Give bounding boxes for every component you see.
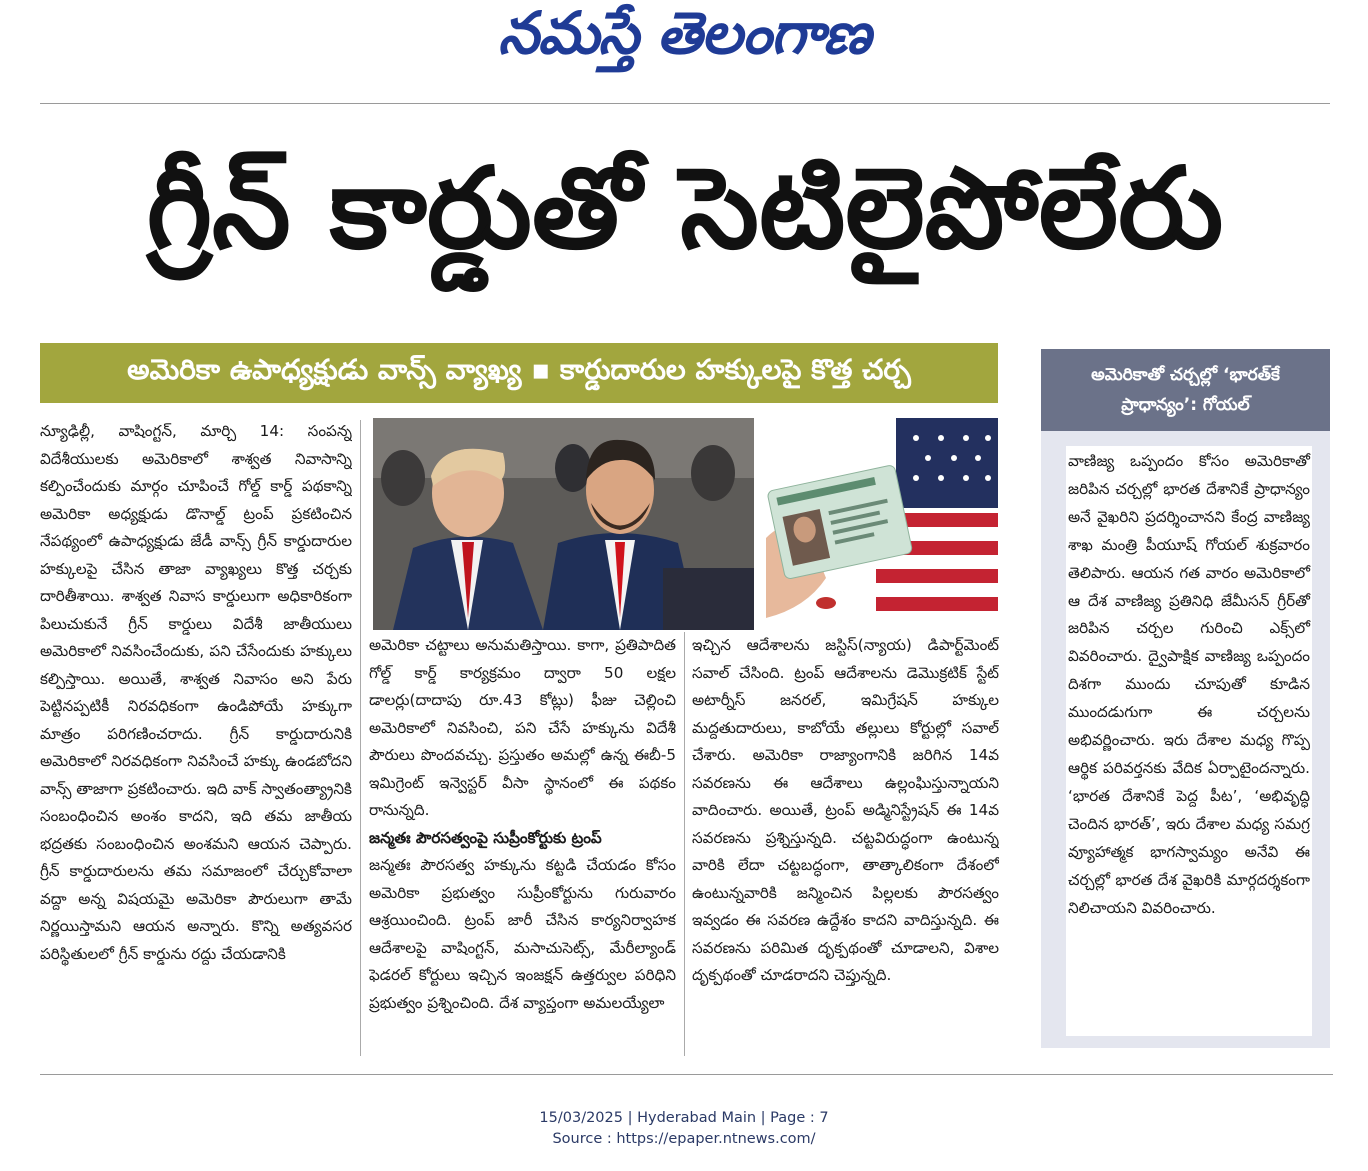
masthead-logo: నమస్తే తెలంగాణ [498, 0, 870, 67]
article-paragraph: అమెరికా చట్టాలు అనుమతిస్తాయి. కాగా, ప్రతిపాదిత గోల్డ్ కార్డ్ కార్యక్రమం ద్వారా 50 లక్షల డాలర్లు(దాదాపు రూ.43 కోట్లు) ఫీజు చెల్లించి అమెరికాలో నివసించి, పని చేసే హక్కును విదేశీ పౌరులు పొందవచ్చు. ప్రస్తుతం అమల్లో ఉన్న ఈబీ-5 ఇమిగ్రెంట్ ఇన్వెస్టర్ వీసా స్థానంలో ఈ పథకం రానున్నది. [369, 636, 676, 819]
article-subheading: జన్మతః పౌరసత్వంపై సుప్రీంకోర్టుకు ట్రంప్ [369, 828, 602, 847]
article-column-1: న్యూఢిల్లీ, వాషింగ్టన్, మార్చి 14: సంపన్న విదేశీయులకు అమెరికాలో శాశ్వత నివాసాన్ని కల్పించేందుకు మార్గం చూపించే గోల్డ్ కార్డ్ పథకాన్ని అమెరికా అధ్యక్షుడు డొనాల్డ్ ట్రంప్ ప్రకటించిన నేపథ్యంలో ఉపాధ్యక్షుడు జేడీ వాన్స్ గ్రీన్ కార్డుదారుల హక్కులపై చేసిన తాజా వ్యాఖ్యలు కొత్త చర్చకు దారితీశాయి. శాశ్వత నివాస కార్డులుగా అధికారికంగా పిలుచుకునే గ్రీన్ కార్డులు విదేశీ జాతీయులు అమెరికాలో నివసించేందుకు, పని చేసేందుకు హక్కులు కల్పిస్తాయి. అయితే, శాశ్వత నివాసం అని పేరు పెట్టినప్పటికీ నిరవధికంగా ఉండిపోయే హక్కుగా మాత్రం పరిగణించరాదు. గ్రీన్ కార్డుదారునికి అమెరికాలో నిరవధికంగా నివసించే హక్కు ఉండబోదని వాన్స్ తాజాగా ప్రకటించారు. ఇది వాక్ స్వాతంత్య్రానికి సంబంధించిన అంశం కాదని, ఇది తమ జాతీయ భద్రతకు సంబంధించిన అంశమని ఆయన చెప్పారు. గ్రీన్ కార్డుదారులను తమ సమాజంలో చేర్చుకోవాలా వద్దా అన్న విషయమై అమెరికా పౌరులుగా తామే నిర్ణయిస్తామని ఆయన అన్నారు. కొన్ని అత్యవసర పరిస్థితులలో గ్రీన్ కార్డును రద్దు చేయడానికి [40, 422, 352, 963]
article-paragraph: జన్మతః పౌరసత్వ హక్కును కట్టడి చేయడం కోసం అమెరికా ప్రభుత్వం సుప్రీంకోర్టును గురువారం ఆశ్రయించింది. ట్రంప్ జారీ చేసిన కార్యనిర్వాహక ఆదేశాలపై వాషింగ్టన్, మసాచుసెట్స్, మేరీల్యాండ్ ఫెడరల్ కోర్టులు ఇచ్చిన ఇంజక్షన్ ఉత్తర్వుల పరిధిని ప్రభుత్వం ప్రశ్నించింది. దేశ వ్యాప్తంగా అమలయ్యేలా [369, 856, 676, 1012]
green-card-photo [766, 418, 998, 630]
subheadline-banner: అమెరికా ఉపాధ్యక్షుడు వాన్స్ వ్యాఖ్య ▪ కార్డుదారుల హక్కులపై కొత్త చర్చ [40, 343, 998, 403]
article-column-2 [369, 632, 676, 1057]
green-card-with-us-flag-photo [766, 418, 998, 630]
sidebar-body: వాణిజ్య ఒప్పందం కోసం అమెరికాతో జరిపిన చర్చల్లో భారత దేశానికే ప్రాధాన్యం అనే వైఖరిని ప్రదర్శించానని కేంద్ర వాణిజ్య శాఖ మంత్రి పీయూష్ గోయల్ శుక్రవారం తెలిపారు. ఆయన గత వారం అమెరికాలో ఆ దేశ వాణిజ్య ప్రతినిధి జేమీసన్ గ్రీర్‌తో జరిపిన చర్చల గురించి ఎక్స్‌లో వివరించారు. ద్వైపాక్షిక వాణిజ్య ఒప్పందం దిశగా ముందు చూపుతో కూడిన ముందడుగుగా ఈ చర్చలను అభివర్ణించారు. ఇరు దేశాల మధ్య గొప్ప ఆర్థిక పరివర్తనకు వేదిక ఏర్పాటైందన్నారు. ‘భారత దేశానికే పెద్ద పీట’, ‘అభివృద్ధి చెందిన భారత్’, ఇరు దేశాల మధ్య సమగ్ర వ్యూహాత్మక భాగస్వామ్యం అనేవి ఈ చర్చల్లో భారత దేశ వైఖరికి మార్గదర్శకంగా నిలిచాయని వివరించారు. [1066, 446, 1312, 1036]
column-divider [684, 632, 685, 1056]
two-men-in-suits-photo [373, 418, 754, 630]
footer-divider [40, 1074, 1333, 1075]
sidebar-title: అమెరికాతో చర్చల్లో ‘భారత్‌కే ప్రాధాన్యం’: గోయల్ [1041, 349, 1330, 431]
column-divider [360, 420, 361, 1056]
footer-dateline: 15/03/2025 | Hyderabad Main | Page : 7 [539, 1110, 829, 1126]
headline: గ్రీన్ కార్డుతో సెటిలైపోలేరు [146, 144, 1224, 274]
footer-source-link[interactable]: Source : https://epaper.ntnews.com/ [552, 1131, 816, 1147]
leaders-photo [373, 418, 754, 630]
article-column-3: ఇచ్చిన ఆదేశాలను జస్టిస్(న్యాయ) డిపార్ట్‌మెంట్ సవాల్ చేసింది. ట్రంప్ ఆదేశాలను డెమొక్రటిక్ స్టేట్ అటార్నీస్ జనరల్, ఇమిగ్రేషన్ హక్కుల మద్దతుదారులు, కాబోయే తల్లులు కోర్టుల్లో సవాల్ చేశారు. అమెరికా రాజ్యాంగానికి జరిగిన 14వ సవరణను ఈ ఆదేశాలు ఉల్లంఘిస్తున్నాయని వాదించారు. అయితే, ట్రంప్ అడ్మినిస్ట్రేషన్ ఈ 14వ సవరణను ప్రశ్నిస్తున్నది. చట్టవిరుద్ధంగా ఉంటున్న వారికి లేదా చట్టబద్ధంగా, తాత్కాలికంగా దేశంలో ఉంటున్నవారికి జన్మించిన పిల్లలకు పౌరసత్వం ఇవ్వడం ఈ సవరణ ఉద్దేశం కాదని వాదిస్తున్నది. ఈ సవరణను పరిమిత దృక్పథంతో చూడాలని, విశాల దృక్పథంతో చూడరాదని చెప్తున్నది. [692, 636, 999, 984]
